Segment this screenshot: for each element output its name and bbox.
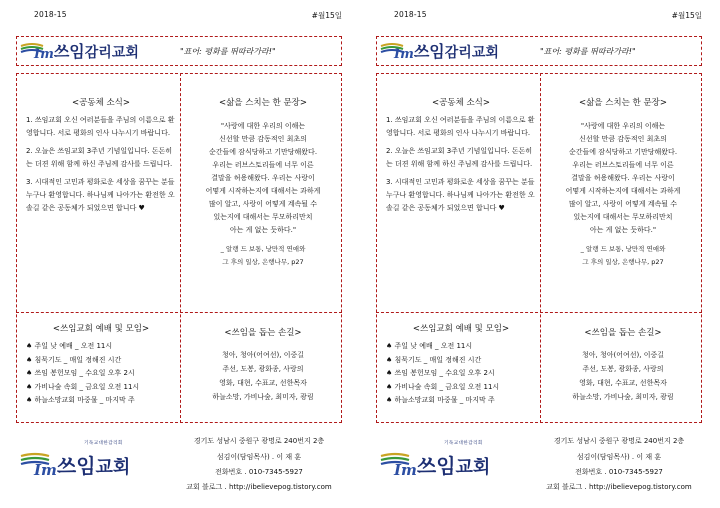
church-pastor: 섬김이(담임목사) . 이 재 훈 [216, 453, 302, 461]
news-title: <공동체 소식> [431, 98, 490, 108]
bulletin-issue: #월15일 [671, 11, 702, 20]
quote-line: 순간들에 잠식당하고 기만당해왔다. [568, 148, 678, 156]
worship-item: ♠ 쓰임 봉헌모임 _ 수요일 오후 2시 [26, 369, 135, 377]
quote-source: 그 후의 일상, 은행나무, p27 [582, 258, 664, 266]
worship-item: ♠ 가비나숲 속회 _ 금요일 오전 11시 [386, 382, 500, 391]
bulletin-date: 2018-15 [394, 10, 427, 19]
quote-line: 아는 게 없는 듯하다." [229, 226, 297, 234]
row-divider [376, 312, 702, 313]
quote-line: 순간들에 잠식당하고 기만당해왔다. [208, 148, 318, 156]
quote-line: 아는 게 없는 듯하다." [589, 226, 657, 234]
church-motto: "표어: 평화를 뛰따라가라!" [540, 47, 636, 56]
news-title: <공동체 소식> [71, 98, 130, 108]
quote-line: 결말을 허용해왔다. 우리는 사랑이 [571, 174, 675, 182]
logo-name-rest: 감리교회 [84, 45, 139, 61]
church-motto: "표어: 평화를 뛰따라가라!" [180, 47, 276, 56]
quote-line: 어떻게 시작하는지에 대해서는 과하게 [205, 187, 321, 195]
quote-text [550, 120, 696, 269]
column-divider [540, 73, 541, 423]
bulletin-issue: #월15일 [311, 11, 342, 20]
helpers-line: 하늘소망, 가비나숲, 최미자, 광림 [572, 393, 674, 401]
church-blog-link[interactable]: 교회 블로그 . http://ibelievepog.tistory.com [186, 483, 332, 491]
logo-swoosh-icon [380, 42, 404, 56]
worship-item: ♠ 쓰임 봉헌모임 _ 수요일 오후 2시 [386, 369, 495, 377]
logo-swoosh-icon [380, 452, 410, 468]
footer-logo [384, 450, 490, 479]
helpers-title: <쓰임을 돕는 손길> [224, 328, 302, 338]
quote-text [190, 120, 336, 269]
logo-name-rest: 교회 [95, 457, 131, 478]
quote-line: "사랑에 대한 우리의 이해는 [220, 122, 306, 130]
helpers-line: 청아, 청아(어여선), 이중길 [222, 351, 304, 359]
bulletin-date: 2018-15 [34, 10, 67, 19]
news-item: 3. 시대적인 고민과 평화로운 세상을 꿈꾸는 분들 누구나 환영합니다. 하나님께 나아가는 환전한 오솔길 같은 공동체가 되었으면 합니다 ♥ [26, 178, 175, 212]
church-blog-link[interactable]: 교회 블로그 . http://ibelievepog.tistory.com [546, 483, 692, 491]
helpers-list [190, 348, 336, 404]
church-phone: 전화번호 . 010-7345-5927 [215, 468, 303, 476]
worship-list [26, 340, 178, 408]
logo-im: Im [394, 461, 417, 479]
logo-name-bold: 쓰임 [413, 42, 445, 61]
church-phone: 전화번호 . 010-7345-5927 [575, 468, 663, 476]
helpers-line: 하늘소망, 가비나숲, 최미자, 광림 [212, 393, 314, 401]
bulletin-page-left [4, 0, 356, 508]
bulletin-page-right [364, 0, 716, 508]
quote-source: _ 알랭 드 보통, 낭만적 연애와 [580, 245, 666, 253]
logo-im: Im [34, 47, 54, 62]
logo-im: Im [394, 47, 414, 62]
helpers-line: 청아, 청아(어여선), 이중길 [582, 351, 664, 359]
footer-logo [24, 450, 130, 479]
logo-name-bold: 쓰임 [56, 454, 96, 478]
church-address: 경기도 성남시 중원구 광명로 240번지 2층 [193, 437, 325, 445]
logo-name-rest: 감리교회 [444, 45, 499, 61]
logo-swoosh-icon [20, 42, 44, 56]
news-item: 2. 오늘은 쓰임교회 3주년 기념일입니다. 돈돈히는 더젼 위해 함께 하신 주님께 감사를 드립니다. [26, 147, 173, 168]
logo-swoosh-icon [20, 452, 50, 468]
worship-item: ♠ 가비나숲 속회 _ 금요일 오전 11시 [26, 382, 140, 391]
helpers-list [550, 348, 696, 404]
logo-name-bold: 쓰임 [416, 454, 456, 478]
quote-source: 그 후의 일상, 은행나무, p27 [222, 258, 304, 266]
news-item: 3. 시대적인 고민과 평화로운 세상을 꿈꾸는 분들 누구나 환영합니다. 하나님께 나아가는 환전한 오솔길 같은 공동체가 되었으면 합니다 ♥ [386, 178, 535, 212]
helpers-line: 영화, 대현, 수표교, 선한목자 [579, 379, 667, 387]
quote-line: 많이 알고, 사랑이 어떻게 계속될 수 [568, 200, 678, 208]
quote-title: <삶을 스치는 한 문장> [578, 98, 668, 108]
column-divider [180, 73, 181, 423]
church-address: 경기도 성남시 중원구 광명로 240번지 2층 [553, 437, 685, 445]
quote-line: "사랑에 대한 우리의 이해는 [580, 122, 666, 130]
quote-line: 많이 알고, 사랑이 어떻게 계속될 수 [208, 200, 318, 208]
news-item: 1. 쓰임교회 오신 여러분들을 주님의 이름으로 환영합니다. 서로 평화의 인사 나누시기 바랍니다. [386, 116, 535, 137]
quote-line: 있는지에 대해서는 무모하리만치 [573, 213, 673, 221]
worship-item: ♠ 침묵기도 _ 매일 정해진 시간 [26, 355, 122, 364]
quote-line: 신선할 만큼 감동적인 최초의 [579, 135, 667, 143]
logo-name-rest: 교회 [455, 457, 491, 478]
quote-source: _ 알랭 드 보통, 낭만적 연애와 [220, 245, 306, 253]
worship-item: ♠ 하늘소망교회 마중물 _ 마지막 주 [386, 396, 495, 404]
row-divider [16, 312, 342, 313]
quote-line: 결말을 허용해왔다. 우리는 사랑이 [211, 174, 315, 182]
quote-title: <삶을 스치는 한 문장> [218, 98, 308, 108]
quote-line: 어떻게 시작하는지에 대해서는 과하게 [565, 187, 681, 195]
logo-im: Im [34, 461, 57, 479]
worship-title: <쓰임교회 예배 및 모임> [52, 324, 150, 334]
logo-tagline: 기독교대한감리회 [444, 441, 483, 446]
church-pastor: 섬김이(담임목사) . 이 재 훈 [576, 453, 662, 461]
worship-item: ♠ 침묵기도 _ 매일 정해진 시간 [386, 355, 482, 364]
quote-line: 있는지에 대해서는 무모하리만치 [213, 213, 313, 221]
logo-name-bold: 쓰임 [53, 42, 85, 61]
quote-line: 우리는 러브스토리들에 너무 이른 [572, 161, 674, 169]
worship-item: ♠ 주일 낮 예배 _ 오전 11시 [386, 342, 473, 350]
church-logo [24, 40, 139, 62]
news-item: 2. 오늘은 쓰임교회 3주년 기념일입니다. 돈돈히는 더젼 위해 함께 하신 주님께 감사를 드립니다. [386, 147, 533, 168]
helpers-line: 주선, 도봉, 광화종, 사랑의 [582, 365, 664, 373]
helpers-title: <쓰임을 돕는 손길> [584, 328, 662, 338]
news-item: 1. 쓰임교회 오신 여러분들을 주님의 이름으로 환영합니다. 서로 평화의 인사 나누시기 바랍니다. [26, 116, 175, 137]
worship-list [386, 340, 538, 408]
quote-line: 우리는 러브스토리들에 너무 이른 [212, 161, 314, 169]
worship-item: ♠ 하늘소망교회 마중물 _ 마지막 주 [26, 396, 135, 404]
news-list [386, 114, 536, 220]
helpers-line: 영화, 대현, 수표교, 선한목자 [219, 379, 307, 387]
church-logo [384, 40, 499, 62]
worship-title: <쓰임교회 예배 및 모임> [412, 324, 510, 334]
helpers-line: 주선, 도봉, 광화종, 사랑의 [222, 365, 304, 373]
quote-line: 신선할 만큼 감동적인 최초의 [219, 135, 307, 143]
worship-item: ♠ 주일 낮 예배 _ 오전 11시 [26, 342, 113, 350]
news-list [26, 114, 176, 220]
logo-tagline: 기독교대한감리회 [84, 441, 123, 446]
